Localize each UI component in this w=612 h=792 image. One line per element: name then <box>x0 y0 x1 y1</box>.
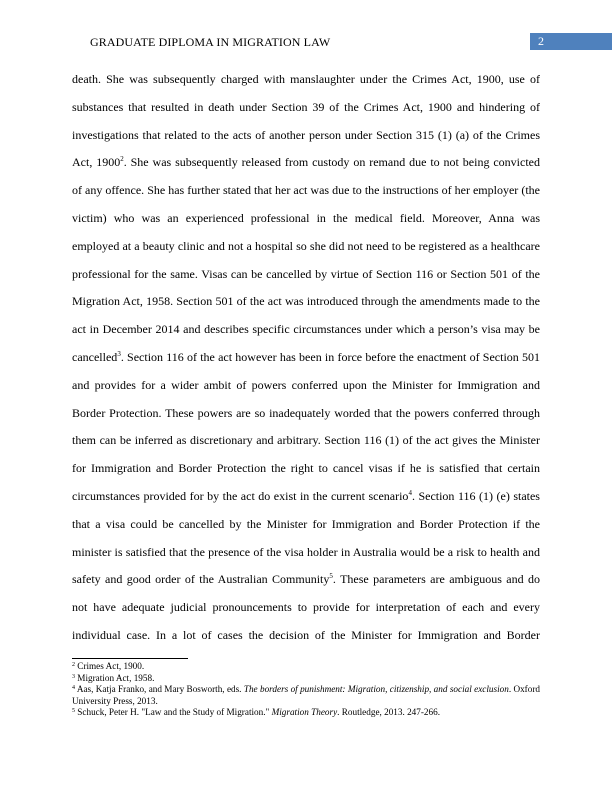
footnote-text: Migration Act, 1958. <box>77 672 155 683</box>
body-line-text: circumstances provided for by the act do exist in the current scenario <box>72 488 409 503</box>
body-line-text: . Section 116 (1) (e) states <box>411 488 540 503</box>
body-line: of any offence. She has further stated that her act was due to the instructions of her employer (the <box>72 183 540 198</box>
footnote-text: Aas, Katja Franko, and Mary Bosworth, eds. <box>76 684 244 695</box>
footnote-number: 5 <box>72 708 75 715</box>
footnote <box>72 707 540 719</box>
footnote-text: Crimes Act, 1900. <box>77 661 145 671</box>
body-line: them can be inferred as discretionary and arbitrary. Section 116 (1) of the act gives the Minister <box>72 433 540 448</box>
page-number-box <box>530 33 612 50</box>
body-line <box>72 566 540 594</box>
page-number: 2 <box>538 34 544 48</box>
body-line: individual case. In a lot of cases the decision of the Minister for Immigration and Border <box>72 627 540 642</box>
body-line: investigations that related to the acts of another person under Section 315 (1) (a) of the Crimes <box>72 127 540 142</box>
footnote-title: Migration Theory <box>271 707 338 718</box>
body-line: minister is satisfied that the presence of the visa holder in Australia would be a risk to health and <box>72 544 540 559</box>
page-header <box>0 0 612 60</box>
body-line <box>72 149 540 177</box>
footnote-text: . Routledge, 2013. 247-266. <box>337 707 441 718</box>
body-text <box>72 66 540 650</box>
header-title: GRADUATE DIPLOMA IN MIGRATION LAW <box>90 35 331 49</box>
body-line: death. She was subsequently charged with manslaughter under the Crimes Act, 1900, use of <box>72 72 540 86</box>
body-line: Border Protection. These powers are so inadequately worded that the powers conferred through <box>72 405 540 420</box>
body-line <box>72 344 540 372</box>
body-line: act in December 2014 and describes specific circumstances under which a person’s visa may be <box>72 322 540 337</box>
body-line: and provides for a wider ambit of powers conferred upon the Minister for Immigration and <box>72 377 540 392</box>
footnote-number: 3 <box>72 673 75 680</box>
body-line-text: cancelled <box>72 349 118 364</box>
body-line <box>72 483 540 511</box>
footnote <box>72 661 540 673</box>
body-line: victim) who was an experienced professional in the medical field. Moreover, Anna was <box>72 210 540 225</box>
footnote-number: 4 <box>72 685 75 692</box>
body-line: for Immigration and Border Protection the right to cancel visas if he is satisfied that certain <box>72 461 540 476</box>
footnote-ref: 4 <box>408 488 412 497</box>
body-line-text: . She was subsequently released from custody on remand due to not being convicted <box>123 155 540 170</box>
footnote <box>72 673 540 685</box>
body-line: that a visa could be cancelled by the Minister for Immigration and Border Protection if the <box>72 516 540 531</box>
body-line: employed at a beauty clinic and not a hospital so she did not need to be registered as a healthcare <box>72 238 540 253</box>
body-line: professional for the same. Visas can be cancelled by virtue of Section 116 or Section 501 of the <box>72 266 540 281</box>
footnote-ref: 2 <box>120 155 124 164</box>
footnotes <box>72 661 540 719</box>
footnote-ref: 5 <box>329 572 333 581</box>
body-line: Migration Act, 1958. Section 501 of the act was introduced through the amendments made to the <box>72 294 540 309</box>
footnote-separator <box>72 658 188 659</box>
footnote <box>72 684 540 707</box>
footnote-number: 2 <box>72 662 75 668</box>
footnote-ref: 3 <box>117 349 121 358</box>
body-line-text: . These parameters are ambiguous and do <box>332 572 540 587</box>
body-line: not have adequate judicial pronouncements to provide for interpretation of each and every <box>72 600 540 615</box>
footnote-text: . Oxford University Press, 2013. <box>72 684 540 706</box>
body-line-text: safety and good order of the Australian Community <box>72 572 330 587</box>
body-line-text: Act, 1900 <box>72 155 121 170</box>
footnote-text: Schuck, Peter H. "Law and the Study of Migration." <box>77 707 272 718</box>
footnote-title: The borders of punishment: Migration, citizenship, and social exclusion <box>243 684 509 695</box>
body-line-text: . Section 116 of the act however has been in force before the enactment of Section 501 <box>120 349 540 364</box>
body-line: substances that resulted in death under Section 39 of the Crimes Act, 1900 and hindering of <box>72 99 540 114</box>
